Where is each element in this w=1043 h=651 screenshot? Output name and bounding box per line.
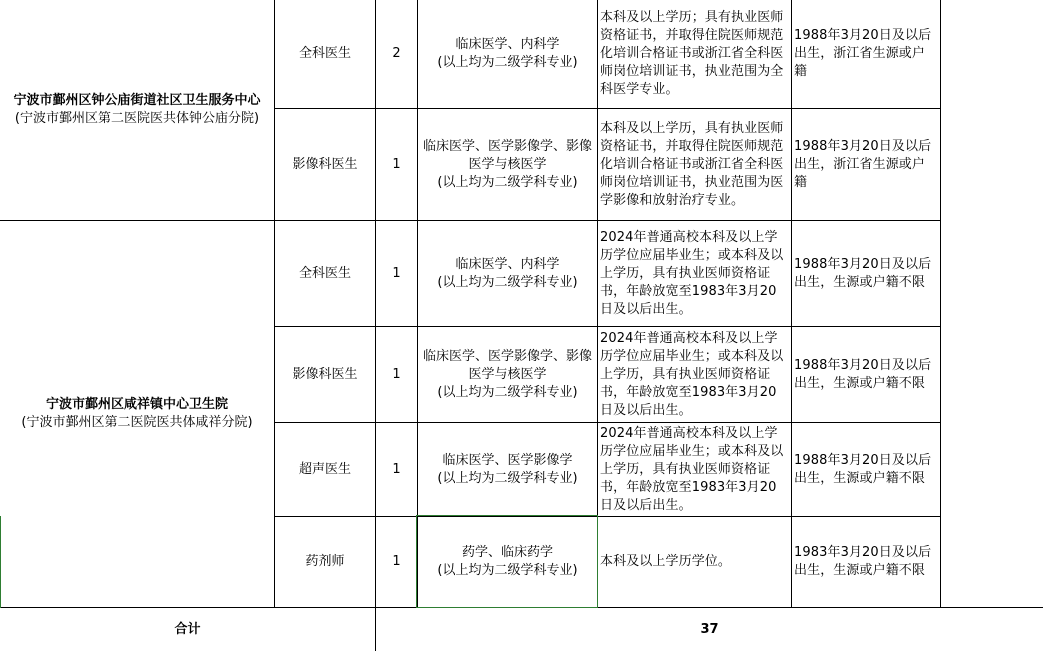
position-title: 影像科医生: [292, 366, 358, 382]
position-major: 临床医学、内科学 (以上均为二级学科专业): [437, 256, 578, 290]
unit-subname: (宁波市鄞州区第二医院医共体钟公庙分院): [14, 111, 260, 126]
position-education: 本科及以上学历；具有执业医师资格证书，并取得住院医师规范化培训合格证书或浙江省全科医师岗位培训证书，执业范围为全科医学专业。: [600, 10, 784, 97]
position-age: 1988年3月20日及以后出生，生源或户籍不限: [794, 452, 932, 486]
position-count: 1: [392, 461, 401, 477]
position-major: 临床医学、内科学 (以上均为二级学科专业): [437, 37, 578, 70]
position-count: 1: [392, 265, 401, 281]
position-title: 全科医生: [298, 46, 351, 61]
position-age: 1988年3月20日及以后出生，浙江省生源或户籍: [794, 28, 932, 79]
position-major: 临床医学、医学影像学 (以上均为二级学科专业): [437, 452, 578, 486]
unit-subname: (宁波市鄞州区第二医院医共体咸祥分院): [21, 415, 253, 430]
unit-name: 宁波市鄞州区咸祥镇中心卫生院: [45, 397, 228, 412]
position-age: 1988年3月20日及以后出生，生源或户籍不限: [794, 256, 932, 290]
position-title: 药剂师: [305, 554, 345, 569]
position-education: 本科及以上学历，具有执业医师资格证书，并取得住院医师规范化培训合格证书或浙江省全科医师岗位培训证书，执业范围为医学影像和放射治疗专业。: [600, 120, 784, 208]
position-education: 2024年普通高校本科及以上学历学位应届毕业生；或本科及以上学历，具有执业医师资格证书，年龄放宽至1983年3月20日及以后出生。: [600, 229, 784, 317]
position-title: 全科医生: [298, 265, 351, 281]
unit-name: 宁波市鄞州区钟公庙街道社区卫生服务中心: [13, 93, 261, 108]
position-title: 超声医生: [298, 461, 351, 477]
position-education: 2024年普通高校本科及以上学历学位应届毕业生；或本科及以上学历，具有执业医师资格证书，年龄放宽至1983年3月20日及以后出生。: [600, 425, 784, 513]
position-count: 1: [392, 554, 401, 569]
position-education: 本科及以上学历学位。: [600, 554, 732, 569]
position-age: 1983年3月20日及以后出生，生源或户籍不限: [794, 545, 932, 578]
position-count: 1: [392, 366, 401, 382]
position-education: 2024年普通高校本科及以上学历学位应届毕业生；或本科及以上学历，具有执业医师资格证书，年龄放宽至1983年3月20日及以后出生。: [600, 330, 784, 418]
position-major[interactable]: 药学、临床药学 (以上均为二级学科专业): [437, 545, 578, 578]
unit-cell: [0, 0, 274, 220]
unit-cell: [0, 221, 274, 607]
position-major: 临床医学、医学影像学、影像医学与核医学 (以上均为二级学科专业): [422, 348, 592, 400]
position-count: 2: [392, 46, 401, 61]
position-count: 1: [392, 156, 401, 172]
position-age: 1988年3月20日及以后出生，生源或户籍不限: [794, 357, 932, 391]
selected-cell-border: [416, 515, 598, 608]
position-title: 影像科医生: [292, 156, 358, 172]
position-age: 1988年3月20日及以后出生，浙江省生源或户籍: [794, 138, 932, 190]
position-major: 临床医学、医学影像学、影像医学与核医学 (以上均为二级学科专业): [422, 138, 592, 190]
total-value: 37: [700, 621, 719, 637]
total-label: 合计: [174, 621, 201, 637]
